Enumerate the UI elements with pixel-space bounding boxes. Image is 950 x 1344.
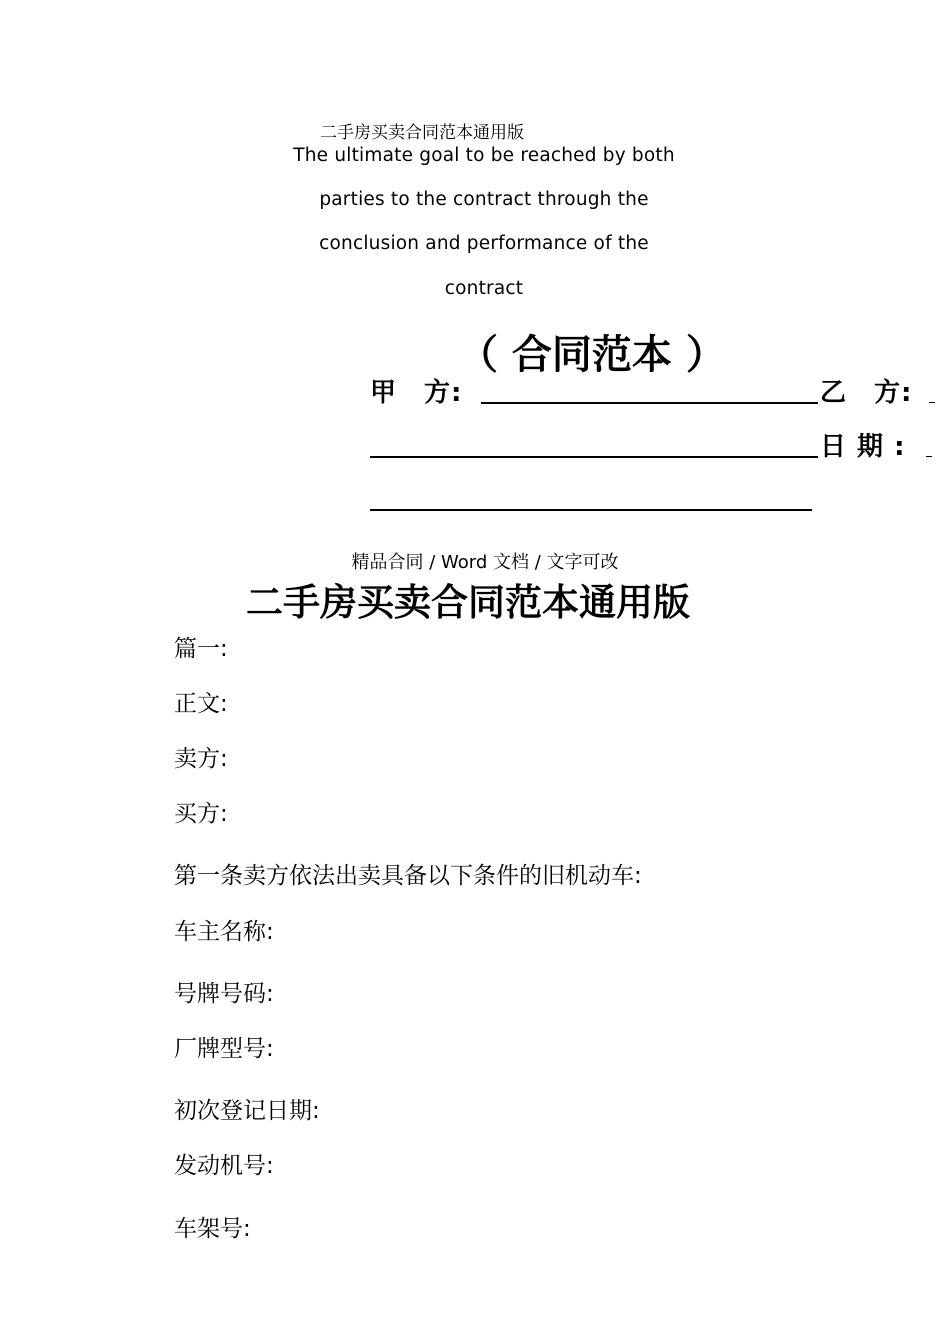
party-b-label: 乙 方: (820, 378, 913, 408)
date-underline-stub (926, 456, 932, 457)
party-a-label: 甲 方: (370, 378, 463, 408)
date-label: 日 期 : (820, 432, 906, 462)
clause-one: 第一条卖方依法出卖具备以下条件的旧机动车: (174, 863, 642, 889)
field-brand-model: 厂牌型号: (174, 1036, 274, 1062)
date-underline (370, 509, 812, 511)
cover-small-title: 二手房买卖合同范本通用版 (320, 123, 524, 143)
field-buyer: 买方: (174, 801, 228, 827)
party-b-underline-stub (929, 402, 935, 403)
field-plate-number: 号牌号码: (174, 981, 274, 1007)
english-line-1: The ultimate goal to be reached by both (293, 145, 675, 166)
party-b-underline (370, 456, 818, 458)
english-line-3: conclusion and performance of the (319, 233, 649, 254)
field-section-one: 篇一: (174, 636, 228, 662)
field-first-registration-date: 初次登记日期: (174, 1098, 320, 1124)
contract-template-heading: （ 合同范本 ） (458, 332, 726, 378)
field-engine-number: 发动机号: (174, 1153, 274, 1179)
document-subtitle: 精品合同 / Word 文档 / 文字可改 (351, 552, 619, 573)
field-body: 正文: (174, 691, 228, 717)
field-frame-number: 车架号: (174, 1216, 251, 1242)
english-line-2: parties to the contract through the (319, 189, 649, 210)
party-a-underline (481, 402, 818, 404)
field-owner-name: 车主名称: (174, 919, 274, 945)
field-seller: 卖方: (174, 746, 228, 772)
document-title: 二手房买卖合同范本通用版 (246, 581, 690, 624)
english-line-4: contract (444, 278, 524, 299)
